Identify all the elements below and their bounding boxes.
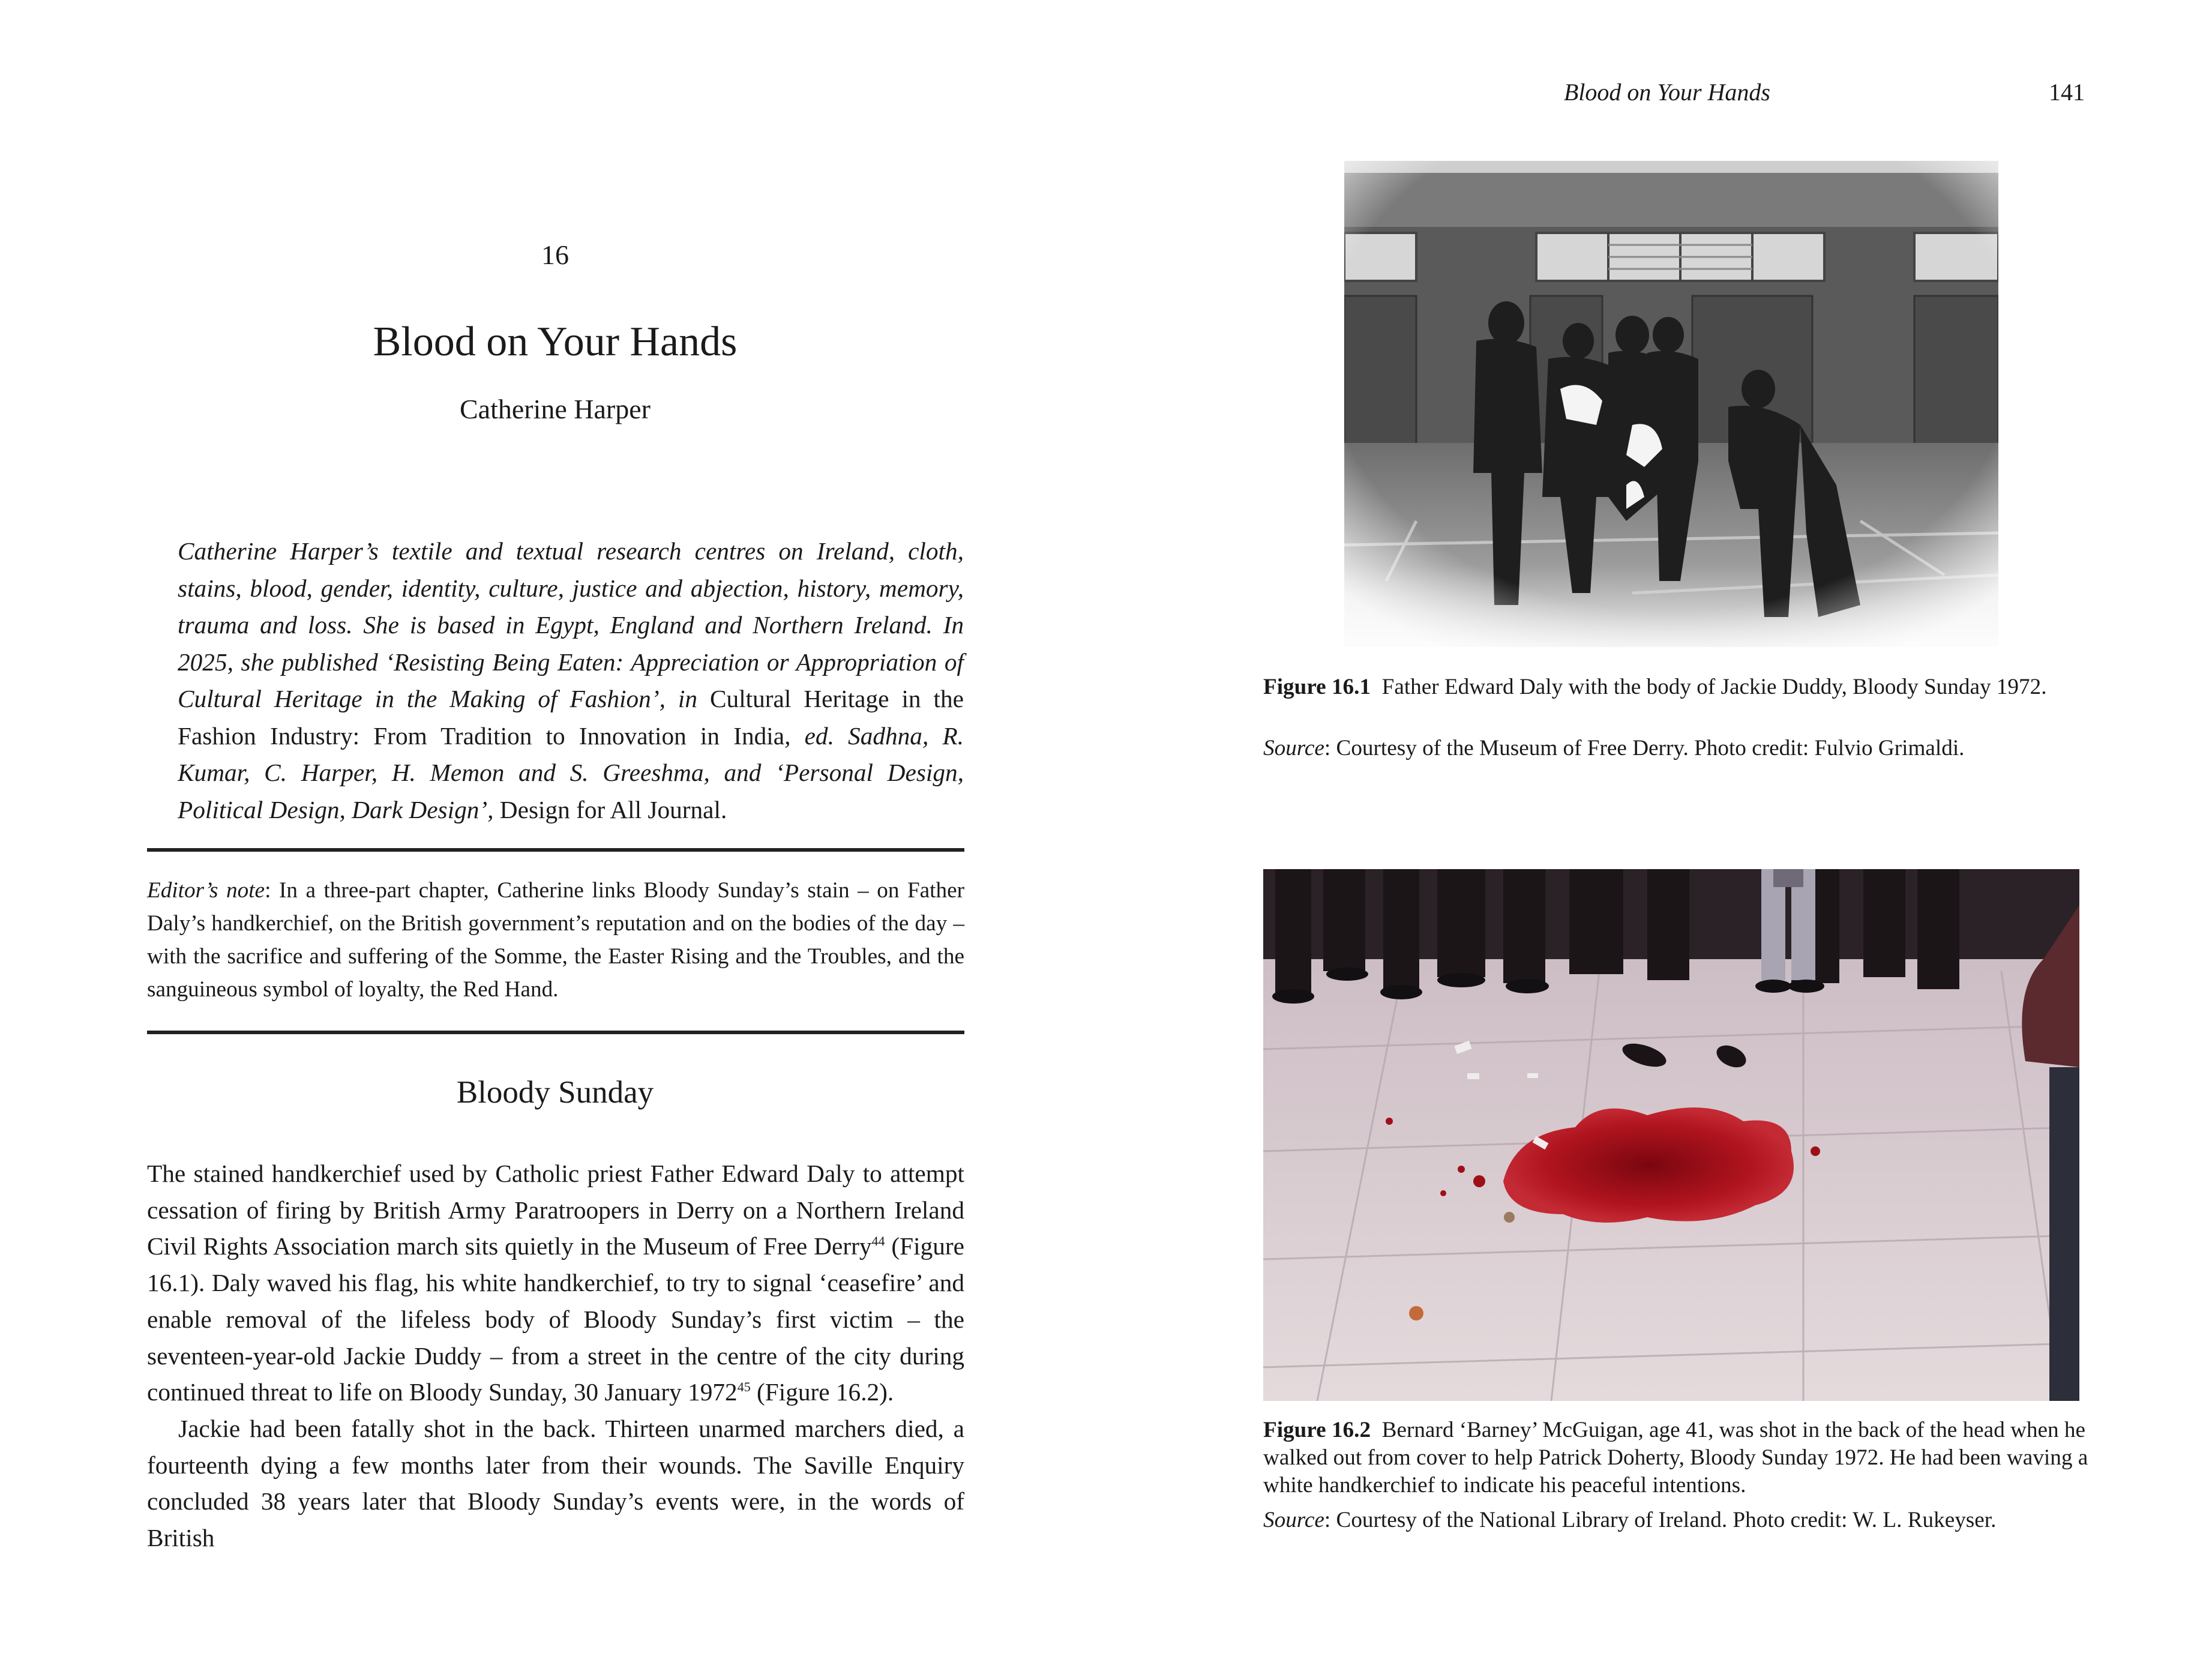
footnote-ref-45[interactable]: 45 bbox=[737, 1379, 751, 1395]
figure-16-1-caption bbox=[1263, 673, 2091, 701]
figure-16-1-source-text: : Courtesy of the Museum of Free Derry. Photo credit: Fulvio Grimaldi. bbox=[1324, 736, 1965, 760]
paragraph-1-b: (Figure 16.1). Daly waved his flag, his white handkerchief, to try to signal ‘ceasefire’ and enable removal of the lifeless body of Bloody Sunday’s first victim – the seventeen-year-old Jackie Duddy – from a street in the centre of the city during continued threat to life on Bloody Sunday, 30 January 1972 bbox=[147, 1232, 964, 1406]
chapter-title: Blood on Your Hands bbox=[373, 319, 738, 365]
chapter-author: Catherine Harper bbox=[459, 394, 651, 424]
bio-end: . bbox=[720, 795, 727, 823]
paragraph-1-c: (Figure 16.2). bbox=[750, 1378, 894, 1406]
figure-16-1-label: Figure 16.1 bbox=[1263, 675, 1371, 699]
editor-note-text: : In a three-part chapter, Catherine links Bloody Sunday’s stain – on Father Daly’s handkerchief, on the British government’s reputation and on the bodies of the day – with the sacrifice and suffering of the Somme, the Easter Rising and the Troubles, and the sanguineous symbol of loyalty, the Red Hand. bbox=[147, 878, 964, 1002]
figure-16-2-photo bbox=[1263, 869, 2079, 1401]
figure-16-2-label: Figure 16.2 bbox=[1263, 1418, 1371, 1442]
bio-book-title-2: Design for All Journal bbox=[499, 795, 721, 823]
page-number: 141 bbox=[2049, 79, 2085, 106]
figure-16-1-photo bbox=[1344, 161, 1998, 647]
divider-bottom bbox=[147, 1031, 964, 1034]
paragraph-1 bbox=[147, 1155, 964, 1411]
figure-16-2-source-text: : Courtesy of the National Library of Ireland. Photo credit: W. L. Rukeyser. bbox=[1324, 1508, 1997, 1532]
figure-16-1-source-label: Source bbox=[1263, 736, 1324, 760]
paragraph-2: Jackie had been fatally shot in the back. Thirteen unarmed marchers died, a fourteenth dying a few months later from their wounds. The Saville Enquiry concluded 38 years later that Bloody Sunday’s events were, in the words of British bbox=[147, 1414, 964, 1552]
chapter-number: 16 bbox=[541, 239, 569, 270]
running-head: Blood on Your Hands bbox=[1563, 79, 1770, 106]
figure-16-2-source bbox=[1263, 1507, 2091, 1534]
body-text bbox=[147, 1155, 964, 1556]
figure-16-2-caption bbox=[1263, 1417, 2091, 1499]
editor-note-label: Editor’s note bbox=[147, 878, 265, 903]
paragraph-1-a: The stained handkerchief used by Catholic priest Father Edward Daly to attempt cessation of firing by British Army Paratroopers in Derry on a Northern Ireland Civil Rights Association march sits quietly in the Museum of Free Derry bbox=[147, 1160, 964, 1260]
figure-16-1-caption-text: Father Edward Daly with the body of Jackie Duddy, Bloody Sunday 1972. bbox=[1381, 675, 2047, 699]
bio-book-title-1: Cultural Heritage in the Fashion Industry: From Tradition to Innovation in India bbox=[178, 685, 964, 750]
section-heading: Bloody Sunday bbox=[456, 1075, 654, 1110]
editor-note bbox=[147, 874, 964, 1006]
divider-top bbox=[147, 848, 964, 852]
author-bio bbox=[178, 533, 964, 828]
figure-16-2-source-label: Source bbox=[1263, 1508, 1324, 1532]
figure-16-1-source bbox=[1263, 735, 2091, 762]
figure-16-2-caption-text: Bernard ‘Barney’ McGuigan, age 41, was shot in the back of the head when he walked out from cover to help Patrick Doherty, Bloody Sunday 1972. He had been waving a white handkerchief to indicate his peaceful intentions. bbox=[1263, 1418, 2088, 1498]
footnote-ref-44[interactable]: 44 bbox=[871, 1233, 885, 1249]
bio-text-part1: Catherine Harper’s textile and textual research centres on Ireland, cloth, stains, blood, gender, identity, culture, justice and abjection, history, memory, trauma and loss. She is based in Egypt, England and Northern Ireland. In 2025, she published ‘Resisting Being Eaten: Appreciation or Appropriation of Cultural Heritage in the Making of Fashion’, in bbox=[178, 537, 964, 712]
bio-text-part2: , ed. Sadhna, R. Kumar, C. Harper, H. Memon and S. Greeshma, and ‘Personal Design, Political Design, Dark Design’, bbox=[178, 721, 964, 823]
